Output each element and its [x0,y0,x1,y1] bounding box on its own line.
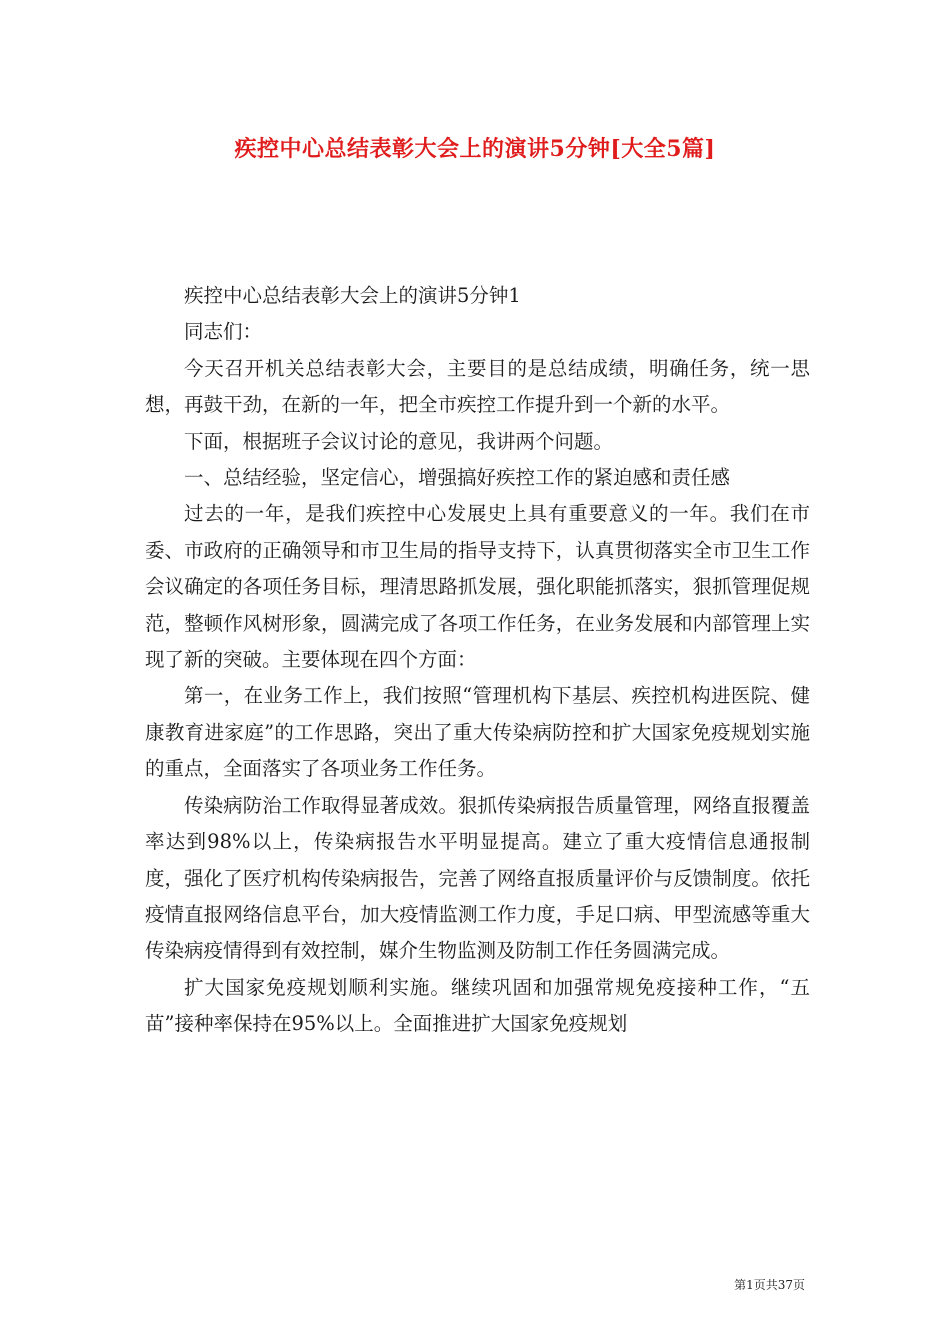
paragraph: 过去的一年，是我们疾控中心发展史上具有重要意义的一年。我们在市委、市政府的正确领导和市卫生局的指导支持下，认真贯彻落实全市卫生工作会议确定的各项任务目标，理清思路抓发展，强化职能抓落实，狠抓管理促规范，整顿作风树形象，圆满完成了各项工作任务，在业务发展和内部管理上实现了新的突破。主要体现在四个方面： [145,502,810,672]
paragraph: 扩大国家免疫规划顺利实施。继续巩固和加强常规免疫接种工作，“五苗”接种率保持在95%以上。全面推进扩大国家免疫规划 [145,975,810,1036]
paragraph: 传染病防治工作取得显著成效。狠抓传染病报告质量管理，网络直报覆盖率达到98%以上，传染病报告水平明显提高。建立了重大疫情信息通报制度，强化了医疗机构传染病报告，完善了网络直报质量评价与反馈制度。依托疫情直报网络信息平台，加大疫情监测工作力度，手足口病、甲型流感等重大传染病疫情得到有效控制，媒介生物监测及防制工作任务圆满完成。 [145,793,810,963]
paragraph: 第一，在业务工作上，我们按照“管理机构下基层、疾控机构进医院、健康教育进家庭”的工作思路，突出了重大传染病防控和扩大国家免疫规划实施的重点，全面落实了各项业务工作任务。 [145,684,810,781]
section-heading: 疾控中心总结表彰大会上的演讲5分钟1 [184,284,521,307]
page-number: 第1页共37页 [734,1278,805,1292]
paragraph: 下面，根据班子会议讨论的意见，我讲两个问题。 [184,429,614,453]
salutation: 同志们： [184,320,263,344]
document-body [145,278,810,1043]
paragraph: 一、总结经验，坚定信心，增强搞好疾控工作的紧迫感和责任感 [184,466,731,490]
paragraph: 今天召开机关总结表彰大会，主要目的是总结成绩，明确任务，统一思想，再鼓干劲，在新的一年，把全市疾控工作提升到一个新的水平。 [145,356,810,417]
document-title: 疾控中心总结表彰大会上的演讲5分钟[大全5篇] [234,136,716,162]
